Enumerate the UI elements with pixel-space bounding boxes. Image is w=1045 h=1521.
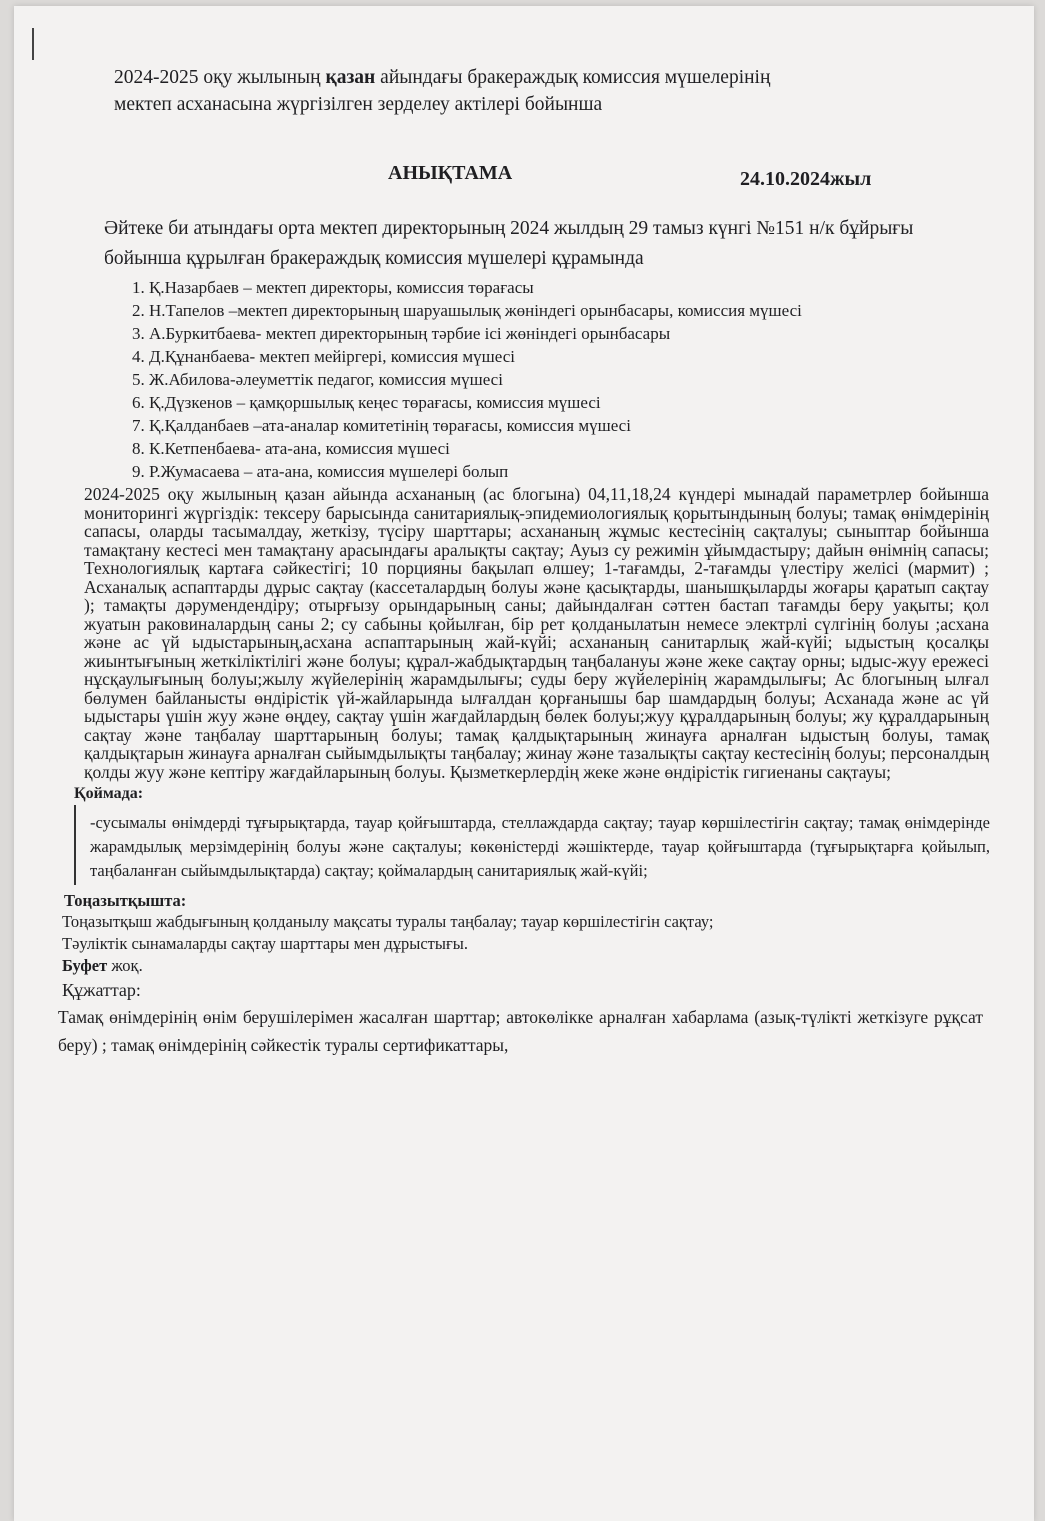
member-item: 2. Н.Тапелов –мектеп директорының шаруашылық жөніндегі орынбасары, комиссия мүшесі [132, 301, 802, 320]
header-month: қазан [325, 67, 376, 88]
member-item: 6. Қ.Дүзкенов – қамқоршылық кеңес төрағасы, комиссия мүшесі [132, 393, 601, 412]
header-line-1 [114, 64, 989, 91]
fridge-line-2: Тәуліктік сынамаларды сақтау шарттары мен дұрыстығы. [62, 934, 468, 953]
members-list [54, 276, 989, 483]
documents-text: Тамақ өнімдерінің өнім берушілерімен жасалған шарттар; автокөлікке арналған хабарлама (азық-түлікті жеткізуге рұқсат беру) ; тамақ өнімдерінің сәйкестік туралы сертификаттары, [58, 1007, 983, 1055]
storage-text: -сусымалы өнімдерді тұғырықтарда, тауар қойғыштарда, стеллаждарда сақтау; тауар көршілестігін сақтау; тамақ өнімдерінде жарамдылық мерзімдерінің болуы және сақталуы; көкөністерді жәшіктерде, тауар қойғыштарда (тұғырықтарға қойылып, таңбаланған сыйымдылықтарда) сақтау; қоймалардың санитариялық жай-күйі; [74, 805, 990, 885]
member-item: 3. А.Буркитбаева- мектеп директорының тәрбие ісі жөніндегі орынбасары [132, 324, 671, 343]
fridge-line-1: Тоңазытқыш жабдығының қолданылу мақсаты туралы таңбалау; тауар көршілестігін сақтау; [62, 912, 714, 931]
header-text: 2024-2025 оқу жылының [114, 67, 326, 88]
member-item: 1. Қ.Назарбаев – мектеп директоры, комиссия төрағасы [132, 278, 534, 297]
member-item: 8. К.Кетпенбаева- ата-ана, комиссия мүшесі [132, 439, 450, 458]
header-text: айындағы бракераждық комиссия мүшелерінің [375, 67, 771, 88]
title-row [54, 162, 989, 202]
intro-paragraph: Әйтеке би атындағы орта мектеп директорының 2024 жылдың 29 тамыз күнгі №151 н/к бұйрығы бойынша құрылған бракераждық комиссия мүшелері құрамында [104, 218, 914, 269]
fridge-heading: Тоңазытқышта: [64, 891, 187, 910]
buffet-label: Буфет [62, 956, 108, 975]
document-content [54, 64, 989, 1059]
member-item: 9. Р.Жумасаева – ата-ана, комиссия мүшелері болып [132, 462, 509, 481]
document-date: 24.10.2024жыл [740, 168, 872, 190]
documents-heading: Құжаттар: [62, 980, 141, 1000]
header-line-2: мектеп асханасына жүргізілген зерделеу актілері бойынша [114, 94, 603, 115]
member-item: 5. Ж.Абилова-әлеуметтік педагог, комиссия мүшесі [132, 370, 503, 389]
margin-mark [32, 28, 34, 60]
buffet-value: жоқ. [107, 956, 143, 975]
member-item: 4. Д.Құнанбаева- мектеп мейіргері, комиссия мүшесі [132, 347, 515, 366]
monitoring-paragraph: 2024-2025 оқу жылының қазан айында асхананың (ас блогына) 04,11,18,24 күндері мынадай параметрлер бойынша мониторингі жүргіздік: тексеру барысында санитариялық-эпидемиологиялық қорытындының болуы; тамақ өнімдерінің сапасы, оларды тасымалдау, жеткізу, түсіру шарттары; асхананың жұмыс кестесінің сақталуы; сыныптар бойынша тамақтану кестесі мен тамақтану арасындағы аралықты сақтау; Ауыз су режимін ұйымдастыру; дайын өнімнің сапасы; Технологиялық картаға сәйкестігі; 10 порцияны бақылап өлшеу; 1-тағамды, 2-тағамды үлестіру желісі (мармит) ; Асханалық аспаптарды дұрыс сақтау (кассеталардың болуы және қасықтарды, шанышқыларды жоғары қаратып сақтау ); тамақты дәрумендендіру; отырғызу орындарының саны; дайындалған сәттен бастап тағамды беру уақыты; қол жуатын раковиналардың саны 2; су сабыны қойылған, бір рет қолданылатын немесе электрлі сүлгінің болуы ;асхана және ас үй ыдыстарының,асхана аспаптарының жай-күйі; асхананың санитарлық жай-күйі; ыдыстың қосалқы жиынтығының жеткіліктілігі және болуы; құрал-жабдықтардың таңбалануы және жеке сақтау орны; ыдыс-жуу ережесі нұсқаулығының болуы;жылу жүйелерінің жарамдылығы; суды беру жүйелерінің жарамдылығы; Ас блогының ылғал бөлумен байланысты өндірістік үй-жайларында ылғалдан қорғанышы бар шамдардың болуы; Асханада және ас үй ыдыстары үшін жуу және өңдеу, сақтау үшін жағдайлардың бөлек болуы;жуу құралдарының болуы; жу құралдарының сақтау және таңбалау шарттарының болуы; тамақ қалдықтарының жинауға арналған ыдыстың болуы, тамақ қалдықтарын жинауға арналған сыйымдылықты таңбалау; жинау және тазалықты сақтау кестесінің болуы; персоналдың қолды жуу және кептіру жағдайларының болуы. Қызметкерлердің жеке және өндірістік гигиенаны сақтауы; [84, 484, 989, 782]
document-title: АНЫҚТАМА [388, 162, 513, 184]
document-page [14, 6, 1034, 1521]
storage-heading: Қоймада: [74, 785, 144, 802]
member-item: 7. Қ.Қалданбаев –ата-аналар комитетінің төрағасы, комиссия мүшесі [132, 416, 631, 435]
buffet-line [62, 955, 989, 977]
